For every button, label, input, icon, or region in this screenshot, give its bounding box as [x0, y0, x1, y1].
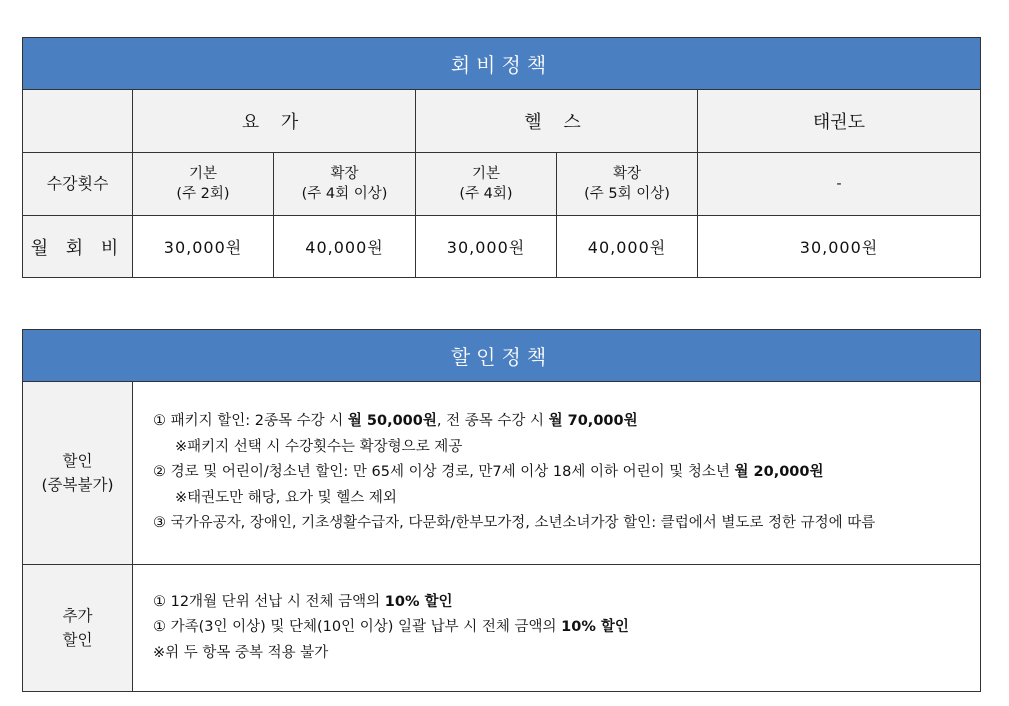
category-yoga: 요 가: [133, 90, 416, 153]
fee-yoga-basic: 30,000원: [133, 216, 274, 278]
discount-label-note: (중복불가): [41, 476, 114, 494]
plan-frequency: (주 4회 이상): [301, 186, 388, 202]
plan-frequency: (주 5회 이상): [584, 186, 670, 202]
category-taekwondo: 태권도: [698, 90, 981, 153]
package-note-line: ※패키지 선택 시 수강횟수는 확장형으로 제공: [175, 438, 463, 455]
fee-taekwondo: 30,000원: [698, 216, 981, 278]
no-stacking-note-line: ※위 두 항목 중복 적용 불가: [153, 644, 329, 661]
fee-yoga-extended: 40,000원: [274, 216, 416, 278]
senior-youth-discount-line: ② 경로 및 어린이/청소년 할인: 만 65세 이상 경로, 만7세 이상 18세 이하 어린이 및 청소년 월 20,000원: [153, 464, 824, 481]
plan-health-basic: [416, 153, 557, 216]
empty-corner-cell: [23, 90, 133, 153]
discount-label-main: 할인: [62, 452, 93, 470]
taekwondo-note-line: ※태권도만 해당, 요가 및 헬스 제외: [175, 489, 397, 506]
count-label: 수강횟수: [23, 153, 133, 216]
plan-yoga-basic: [133, 153, 274, 216]
plan-yoga-extended: [274, 153, 416, 216]
prepay-discount-line: ① 12개월 단위 선납 시 전체 금액의 10% 할인: [153, 593, 453, 610]
plan-frequency: (주 2회): [176, 186, 230, 202]
extra-discount-details: [133, 565, 981, 692]
plan-health-extended: [557, 153, 698, 216]
discount-details: [133, 382, 981, 565]
plan-name: 확장: [330, 166, 359, 182]
category-health: 헬 스: [416, 90, 698, 153]
fee-health-extended: 40,000원: [557, 216, 698, 278]
extra-label-main: 추가: [62, 607, 93, 625]
plan-name: 확장: [612, 166, 641, 182]
monthly-fee-label: 월 회 비: [23, 216, 133, 278]
plan-name: 기본: [188, 166, 217, 182]
discount-label: [23, 382, 133, 565]
fee-health-basic: 30,000원: [416, 216, 557, 278]
discount-policy-table: [22, 329, 981, 692]
plan-name: 기본: [471, 166, 500, 182]
extra-label-sub: 할인: [62, 631, 93, 649]
package-discount-line: ① 패키지 할인: 2종목 수강 시 월 50,000원, 전 종목 수강 시 월 70,000원: [153, 413, 638, 430]
special-discount-line: ③ 국가유공자, 장애인, 기초생활수급자, 다문화/한부모가정, 소년소녀가장 할인: 클럽에서 별도로 정한 규정에 따름: [153, 515, 876, 532]
fee-table-title: 회비정책: [23, 38, 981, 90]
plan-frequency: (주 4회): [459, 186, 513, 202]
extra-discount-label: [23, 565, 133, 692]
group-discount-line: ① 가족(3인 이상) 및 단체(10인 이상) 일괄 납부 시 전체 금액의 10% 할인: [153, 619, 629, 636]
discount-table-title: 할인정책: [23, 330, 981, 382]
plan-taekwondo: -: [698, 153, 981, 216]
membership-fee-table: [22, 37, 981, 278]
